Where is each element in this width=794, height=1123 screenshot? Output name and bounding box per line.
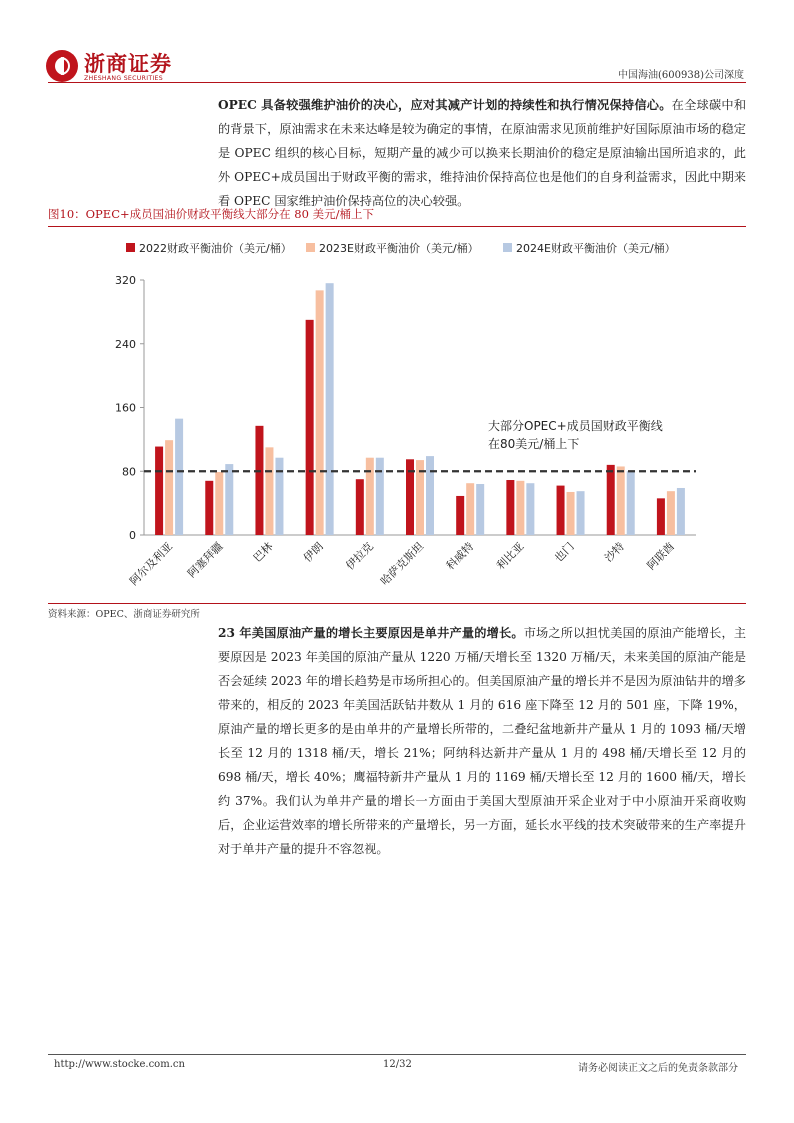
bar-2-6	[476, 484, 484, 535]
paragraph-us-oil-body: 市场之所以担忧美国的原油产能增长，主要原因是 2023 年美国的原油产量从 1220 万桶/天增长至 1320 万桶/天，未来美国的原油产能是否会延续 2023 年的增长趋势是市场所担心的。但美国原油产量的增长并不是因为原油钻井的增多带来的，相反的 2023 年美国活跃钻井数从 1 月的 616 座下降至 12 月的 501 座，下降 19%，原油产量的增长更多的是由单井的产量增长所带的，二叠纪盆地新井产量从 1 月的 1093 桶/天增长至 12 月的 1318 桶/天，增长 21%；阿纳科达新井产量从 1 月的 498 桶/天增长至 12 月的 698 桶/天，增长 40%；鹰福特新井产量从 1 月的 1169 桶/天增长至 12 月的 1600 桶/天，增长约 37%。我们认为单井产量的增长一方面由于美国大型原油开采企业对于中小原油开采商收购后，企业运营效率的增长所带来的产量增长，另一方面，延长水平线的技术突破带来的生产率提升对于单井产量的提升不容忽视。	[218, 626, 747, 856]
legend-swatch-2	[503, 243, 512, 252]
paragraph-opec	[218, 93, 746, 213]
x-tick-label-1: 阿塞拜疆	[185, 539, 226, 581]
figure-source: 资料来源：OPEC、浙商证券研究所	[48, 609, 200, 620]
bar-2-7	[526, 483, 534, 535]
bar-1-7	[516, 481, 524, 535]
bar-2-8	[577, 491, 585, 535]
bar-0-3	[306, 320, 314, 535]
x-tick-label-9: 沙特	[602, 539, 627, 565]
paragraph-opec-body: 在全球碳中和的背景下，原油需求在未来达峰是较为确定的事情，在原油需求见顶前维护好国际原油市场的稳定是 OPEC 组织的核心目标，短期产量的减少可以换来长期油价的稳定是原油输出国所追求的，此外 OPEC+成员国出于财政平衡的需求，维持油价保持高位也是他们的自身利益需求，因此中期来看 OPEC 国家维护油价保持高位的决心较强。	[218, 98, 747, 208]
bar-1-9	[617, 466, 625, 535]
report-title: 中国海油(600938)公司深度	[618, 70, 744, 81]
legend-label-2: 2024E财政平衡油价（美元/桶）	[516, 242, 676, 255]
figure-bottom-rule	[48, 603, 746, 604]
bar-0-4	[356, 479, 364, 535]
bar-2-3	[326, 283, 334, 535]
header-divider	[48, 82, 746, 83]
y-tick-label-1: 80	[122, 465, 136, 479]
x-tick-label-2: 巴林	[250, 539, 276, 565]
bar-1-8	[567, 492, 575, 535]
bar-2-10	[677, 488, 685, 535]
reference-line-label-1: 大部分OPEC+成员国财政平衡线	[488, 419, 663, 433]
bar-1-6	[466, 483, 474, 535]
breakeven-chart	[48, 230, 748, 600]
bar-2-5	[426, 456, 434, 535]
page-number: 12/32	[383, 1059, 412, 1070]
legend-swatch-0	[126, 243, 135, 252]
bar-0-8	[557, 486, 565, 535]
bar-2-1	[225, 464, 233, 535]
legend-swatch-1	[306, 243, 315, 252]
paragraph-us-oil	[218, 621, 746, 861]
bar-0-6	[456, 496, 464, 535]
y-tick-label-2: 160	[115, 401, 136, 415]
brand-mark-icon	[46, 50, 78, 82]
chart-legend	[126, 241, 676, 255]
footer-disclaimer: 请务必阅读正文之后的免责条款部分	[578, 1063, 738, 1074]
bar-0-2	[255, 426, 263, 535]
bar-1-3	[316, 290, 324, 535]
x-tick-label-10: 阿联酋	[644, 539, 678, 573]
figure-title: 图10：OPEC+成员国油价财政平衡线大部分在 80 美元/桶上下	[48, 207, 374, 221]
y-tick-label-3: 240	[115, 337, 136, 351]
x-tick-label-5: 哈萨克斯坦	[378, 539, 427, 589]
bar-1-0	[165, 440, 173, 535]
figure-top-rule	[48, 226, 746, 227]
chart-bars	[155, 283, 685, 535]
bar-0-7	[506, 480, 514, 535]
bar-2-4	[376, 458, 384, 535]
x-tick-label-4: 伊拉克	[343, 539, 376, 573]
legend-label-1: 2023E财政平衡油价（美元/桶）	[319, 242, 479, 255]
brand-name-en: ZHESHANG SECURITIES	[84, 75, 163, 82]
x-tick-label-7: 利比亚	[493, 539, 527, 573]
bar-0-0	[155, 447, 163, 535]
bar-1-1	[215, 472, 223, 535]
bar-0-9	[607, 465, 615, 535]
bar-0-1	[205, 481, 213, 535]
bar-2-0	[175, 419, 183, 535]
x-tick-label-3: 伊朗	[301, 539, 326, 565]
footer-divider	[48, 1054, 746, 1055]
bar-1-4	[366, 458, 374, 535]
x-tick-label-6: 科威特	[443, 539, 477, 573]
bar-1-2	[265, 447, 273, 535]
bar-1-10	[667, 491, 675, 535]
y-tick-label-4: 320	[115, 274, 136, 287]
brand-name-cn: 浙商证券	[84, 52, 172, 76]
bar-2-2	[275, 458, 283, 535]
x-tick-label-0: 阿尔及利亚	[127, 539, 176, 589]
bar-0-10	[657, 498, 665, 535]
paragraph-opec-lead: OPEC 具备较强维护油价的决心，应对其减产计划的持续性和执行情况保持信心。	[218, 98, 672, 112]
paragraph-us-oil-lead: 23 年美国原油产量的增长主要原因是单井产量的增长。	[218, 626, 524, 640]
x-tick-label-8: 也门	[551, 539, 577, 565]
bar-2-9	[627, 471, 635, 535]
footer-url-link[interactable]: http://www.stocke.com.cn	[54, 1059, 185, 1070]
reference-line-label-2: 在80美元/桶上下	[488, 437, 580, 451]
y-tick-label-0: 0	[129, 529, 136, 542]
legend-label-0: 2022财政平衡油价（美元/桶）	[139, 242, 292, 255]
